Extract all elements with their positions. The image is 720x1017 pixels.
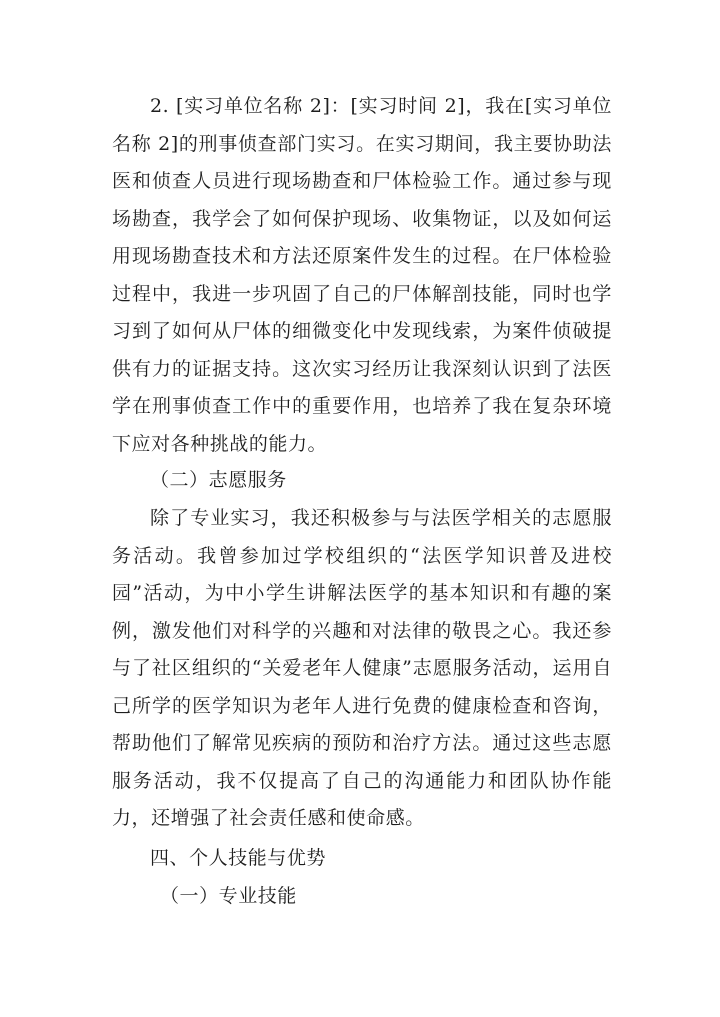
professional-skills-heading: （一）专业技能 — [160, 885, 297, 907]
personal-skills-section-heading: 四、个人技能与优势 — [150, 847, 326, 869]
volunteer-service-paragraph: 除了专业实习，我还积极参与与法医学相关的志愿服务活动。我曾参加过学校组织的“法医学知识普及进校园”活动，为中小学生讲解法医学的基本知识和有趣的案例，激发他们对科学的兴趣和对法律的敬畏之心。我还参与了社区组织的“关爱老年人健康”志愿服务活动，运用自己所学的医学知识为老年人进行免费的健康检查和咨询，帮助他们了解常见疾病的预防和治疗方法。通过这些志愿服务活动，我不仅提高了自己的沟通能力和团队协作能力，还增强了社会责任感和使命感。 — [112, 507, 612, 829]
volunteer-service-heading: （二）志愿服务 — [150, 469, 287, 491]
internship-2-paragraph: 2. [实习单位名称 2]：[实习时间 2]，我在[实习单位名称 2]的刑事侦查部门实习。在实习期间，我主要协助法医和侦查人员进行现场勘查和尸体检验工作。通过参与现场勘查，我学会了如何保护现场、收集物证，以及如何运用现场勘查技术和方法还原案件发生的过程。在尸体检验过程中，我进一步巩固了自己的尸体解剖技能，同时也学习到了如何从尸体的细微变化中发现线索，为案件侦破提供有力的证据支持。这次实习经历让我深刻认识到了法医学在刑事侦查工作中的重要作用，也培养了我在复杂环境下应对各种挑战的能力。 — [112, 95, 612, 455]
